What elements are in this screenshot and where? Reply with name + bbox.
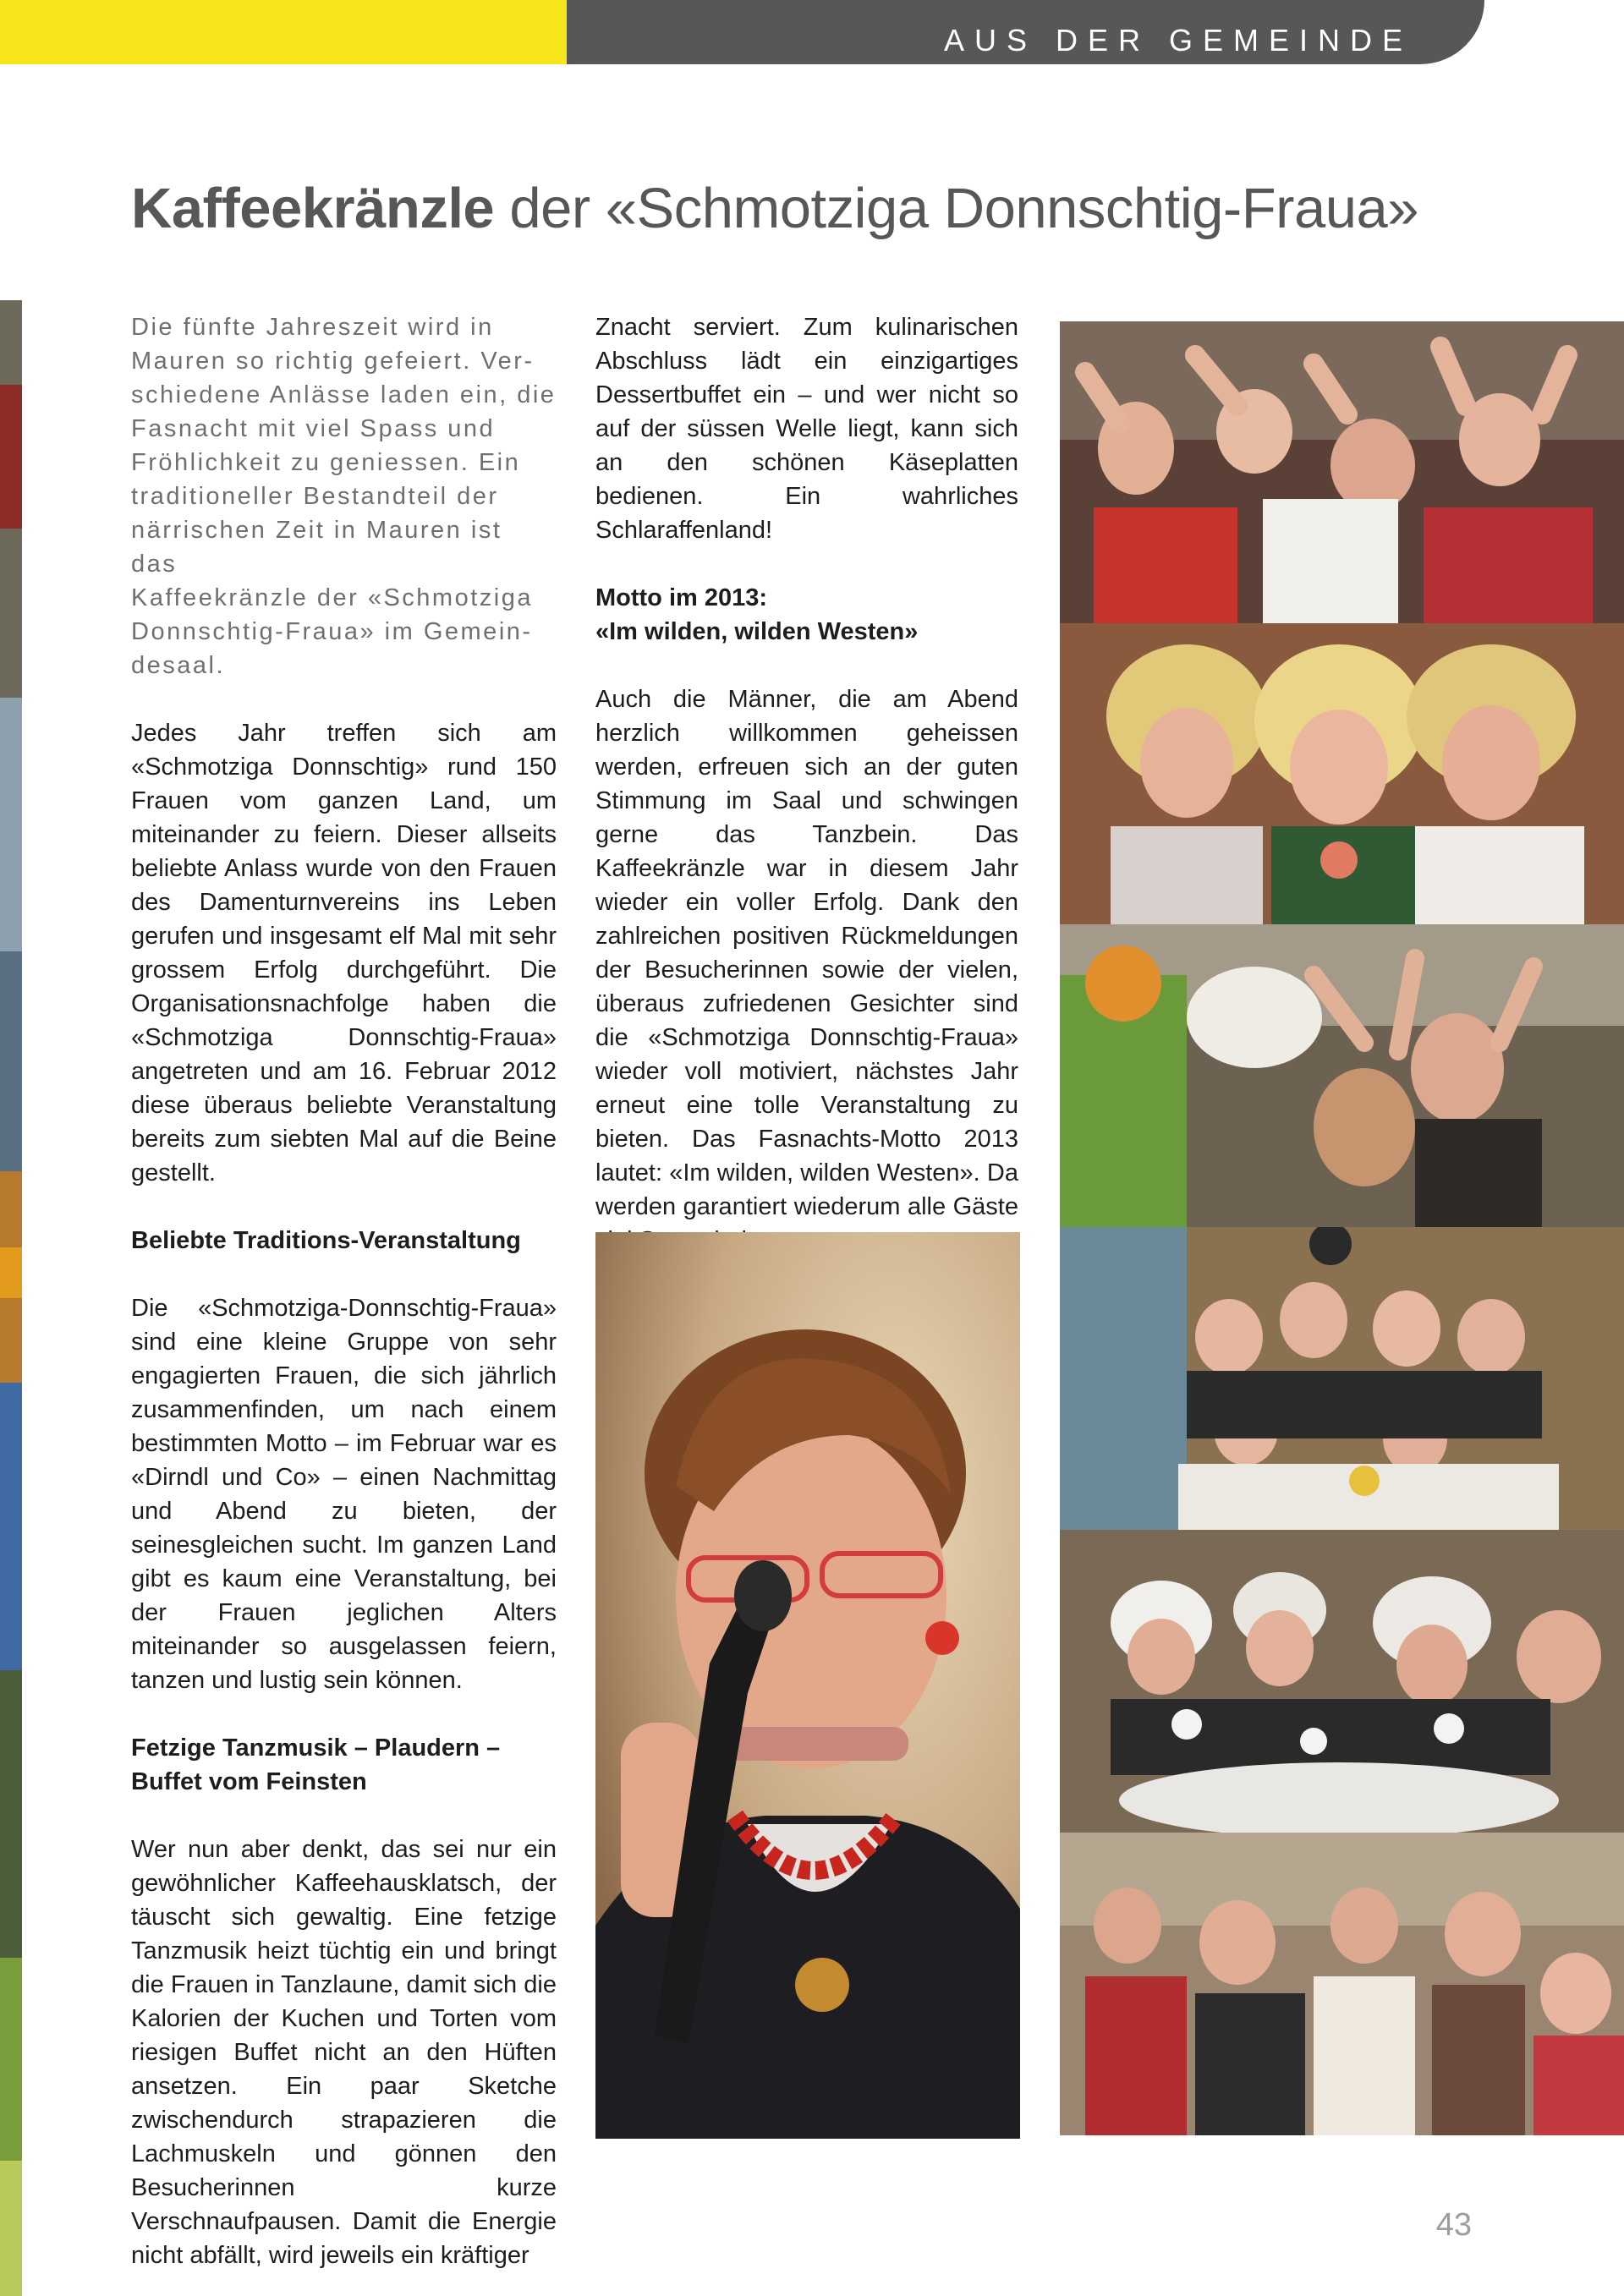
photo-group-bandanas [1060, 1227, 1624, 1530]
text-column-2 [595, 310, 1018, 1258]
page-number: 43 [1435, 2207, 1472, 2243]
photo-blonde-wigs [1060, 623, 1624, 924]
body-paragraph-2: Die «Schmotziga-Donnschtig-Fraua» sind eine kleine Gruppe von sehr engagierten Frauen, die sich jährlich zusammenfinden, um nach einem bestimmten Motto – im Februar war es «Dirndl und Co» – einen Nachmittag und Abend zu bieten, der seinesgleichen sucht. Im ganzen Land gibt es kaum eine Veranstaltung, bei der Frauen jeglichen Alters miteinander so ausgelassen feiern, tanzen und lustig sein können. [131, 1295, 557, 1694]
photo-dancing-circle [1060, 1833, 1624, 2135]
body-paragraph-1: Jedes Jahr treffen sich am «Schmotziga Donnschtig» rund 150 Frauen vom ganzen Land, um miteinander zu feiern. Dieser allseits beliebte Anlass wurde von den Frauen des Damenturnvereins ins Leben gerufen und insgesamt elf Mal mit sehr grossem Erfolg durchgeführt. Die Organisationsnachfolge haben die «Schmotziga Donnschtig-Fraua» angetreten und am 16. Februar 2012 diese überaus beliebte Veranstaltung bereits zum siebten Mal auf die Beine gestellt. [131, 720, 557, 1186]
photo-speaker-with-microphone [595, 1232, 1020, 2139]
section-title: AUS DER GEMEINDE [943, 23, 1413, 58]
lead-paragraph: Die fünfte Jahreszeit wird in Mauren so richtig gefeiert. Ver- schiedene Anlässe laden ein, die Fasnacht mit viel Spass und Fröhlichkeit zu geniessen. Ein traditioneller Bestandteil der närrischen Zeit in Mauren ist das Kaffeekränzle der «Schmotziga Donnschtig-Fraua» im Gemein- desaal. [131, 314, 557, 679]
header-accent-bar [0, 0, 567, 64]
headline-bold: Kaffeekränzle [131, 177, 495, 240]
body-paragraph-4: Znacht serviert. Zum kulinarischen Abschluss lädt ein einzigartiges Dessertbuffet ein – und wer nicht so auf der süssen Welle liegt, kann sich an den schönen Käseplatten bedienen. Ein wahrliches Schlaraffenland! [595, 314, 1018, 544]
subheading-tanzmusik: Fetzige Tanzmusik – Plaudern – Buffet vom Feinsten [131, 1734, 501, 1795]
subheading-traditions: Beliebte Traditions-Veranstaltung [131, 1227, 521, 1254]
photo-cow-costumes [1060, 1530, 1624, 1833]
left-edge-image-strip [0, 300, 22, 2296]
article-headline [131, 176, 1569, 241]
body-paragraph-5: Auch die Männer, die am Abend herzlich willkommen geheissen werden, erfreuen sich an der guten Stimmung im Saal und schwingen gerne das Tanzbein. Das Kaffeekränzle war in diesem Jahr wieder ein voller Erfolg. Dank den zahlreichen positiven Rückmeldungen der Besucherinnen sowie der vielen, überaus zufriedenen Gesichter sind die «Schmotziga Donnschtig-Fraua» wieder voll motiviert, nächstes Jahr erneut eine tolle Veranstaltung zu bieten. Das Fasnachts-Motto 2013 lautet: «Im wilden, wilden Westen». Da werden garantiert wiederum alle Gäste [595, 686, 1018, 1220]
text-column-1 [131, 310, 557, 2272]
photo-clapping-women [1060, 924, 1624, 1227]
section-header-bar [567, 0, 1484, 64]
headline-rest: der «Schmotziga Donnschtig-Fraua» [494, 177, 1418, 240]
photo-dancing-crowd [1060, 321, 1624, 623]
photo-strip-right [1060, 321, 1624, 2140]
body-paragraph-3: Wer nun aber denkt, das sei nur ein gewöhnlicher Kaffeehausklatsch, der täuscht sich gewaltig. Eine fetzige Tanzmusik heizt tüchtig ein und bringt die Frauen in Tanzlaune, damit sich die Kalorien der Kuchen und Torten vom riesigen Buffet nicht an den Hüften ansetzen. Ein paar Sketche zwischendurch strapazieren die Lachmuskeln und gönnen den Besucherinnen kurze Verschnaufpausen. Damit die Energie nicht abfällt, wird jeweils ein kräftiger [131, 1836, 557, 2269]
subheading-motto: Motto im 2013: «Im wilden, wilden Westen» [595, 584, 919, 645]
